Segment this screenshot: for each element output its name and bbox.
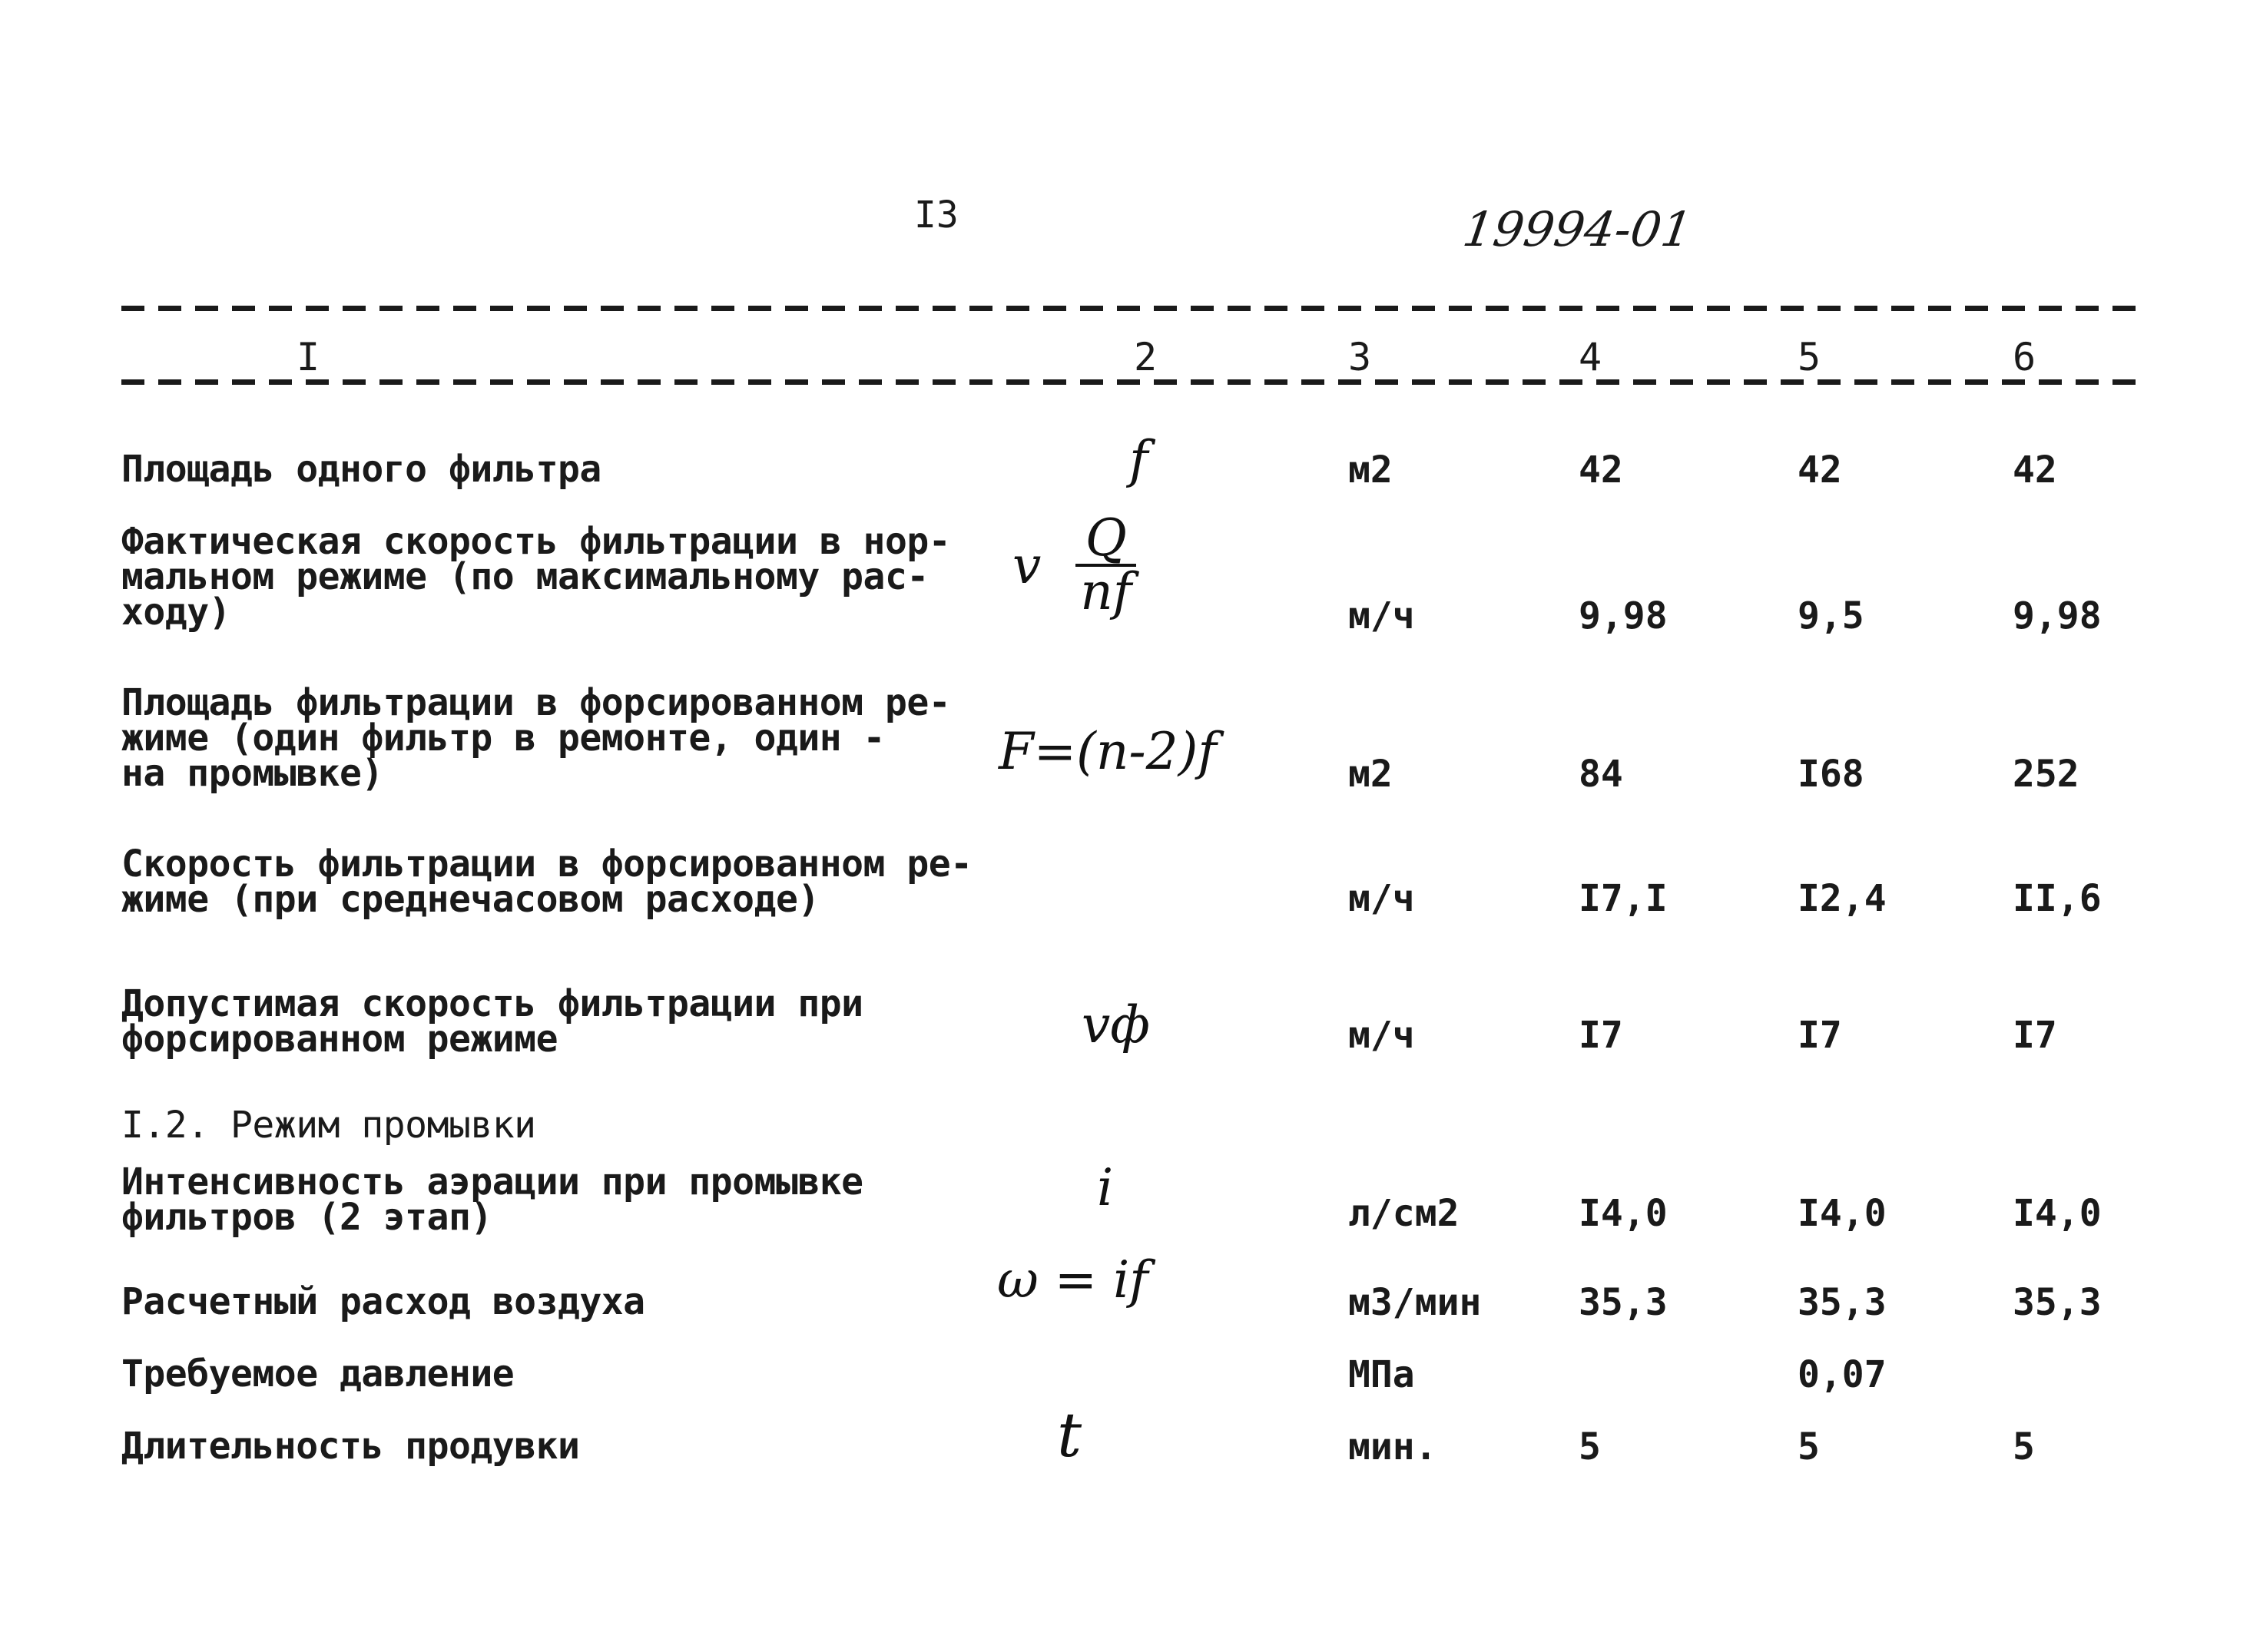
header-bottom-rule [121,379,2136,385]
row-value-col4: I7,I [1579,877,1668,920]
row-value-col4: I7 [1579,1014,1623,1057]
row-label: Интенсивность аэрации при промывке фильтров (2 этап) [121,1160,863,1239]
row-unit: м2 [1348,753,1393,796]
row-unit: м/ч [1348,877,1415,920]
row-value-col6: 42 [2013,449,2057,492]
column-header-3: 3 [1348,335,1372,379]
row-label: Скорость фильтрации в форсированном ре- жиме (при среднечасовом расходе) [121,843,973,921]
row-unit: л/см2 [1348,1192,1460,1235]
row-label: Фактическая скорость фильтрации в нор- мальном режиме (по максимальному рас- ходу) [121,520,951,634]
row-label: Допустимая скорость фильтрации при форсированном режиме [121,982,863,1061]
row-value-col4: I4,0 [1579,1192,1668,1235]
formula-prefix: v [1012,535,1042,595]
column-header-6: 6 [2013,335,2036,379]
column-header-5: 5 [1798,335,1821,379]
row-value-col6: 5 [2013,1425,2035,1468]
row-label: Площадь фильтрации в форсированном ре- жиме (один фильтр в ремонте, один - на промывке) [121,681,951,795]
formula-fraction [1075,508,1136,621]
formula-denominator: nf [1075,564,1136,617]
row-value-col4: 35,3 [1579,1281,1668,1324]
row-value-col6: I7 [2013,1014,2057,1057]
row-unit: м/ч [1348,594,1415,637]
row-value-col6: 252 [2013,753,2079,796]
column-header-4: 4 [1579,335,1602,379]
row-value-col5: I2,4 [1798,877,1887,920]
row-formula: vф [1082,995,1150,1054]
row-value-col6: II,6 [2013,877,2102,920]
row-formula: i [1097,1158,1114,1217]
section-heading: I.2. Режим промывки [121,1104,536,1147]
row-value-col5: 42 [1798,449,1842,492]
document-code: 19994-01 [1459,201,1696,257]
row-formula: F=(n-2)f [999,722,1217,781]
row-formula: ω = if [997,1250,1148,1309]
row-unit: м/ч [1348,1014,1415,1057]
row-value-col5: I68 [1798,753,1864,796]
row-value-col4: 5 [1579,1425,1601,1468]
row-formula: f [1129,430,1148,489]
column-header-2: 2 [1134,335,1158,379]
row-label: Площадь одного фильтра [121,448,601,491]
row-unit: м3/мин [1348,1281,1482,1324]
row-value-col5: 35,3 [1798,1281,1887,1324]
row-formula: t [1057,1399,1082,1471]
row-value-col5: 0,07 [1798,1353,1887,1396]
row-unit: МПа [1348,1353,1415,1396]
row-value-col5: I4,0 [1798,1192,1887,1235]
row-unit: м2 [1348,449,1393,492]
row-label: Требуемое давление [121,1352,515,1395]
row-value-col6: 35,3 [2013,1281,2102,1324]
row-value-col5: I7 [1798,1014,1842,1057]
row-value-col4: 42 [1579,449,1623,492]
row-formula [1012,508,1136,621]
row-unit: мин. [1348,1425,1437,1468]
column-header-1: I [297,335,320,379]
row-value-col5: 9,5 [1798,594,1864,637]
row-value-col6: 9,98 [2013,594,2102,637]
row-value-col4: 9,98 [1579,594,1668,637]
formula-numerator: Q [1085,508,1127,568]
row-value-col5: 5 [1798,1425,1820,1468]
row-label: Расчетный расход воздуха [121,1280,645,1323]
row-value-col4: 84 [1579,753,1623,796]
row-value-col6: I4,0 [2013,1192,2102,1235]
page-number: I3 [914,194,959,237]
row-label: Длительность продувки [121,1425,580,1468]
header-top-rule [121,306,2136,311]
